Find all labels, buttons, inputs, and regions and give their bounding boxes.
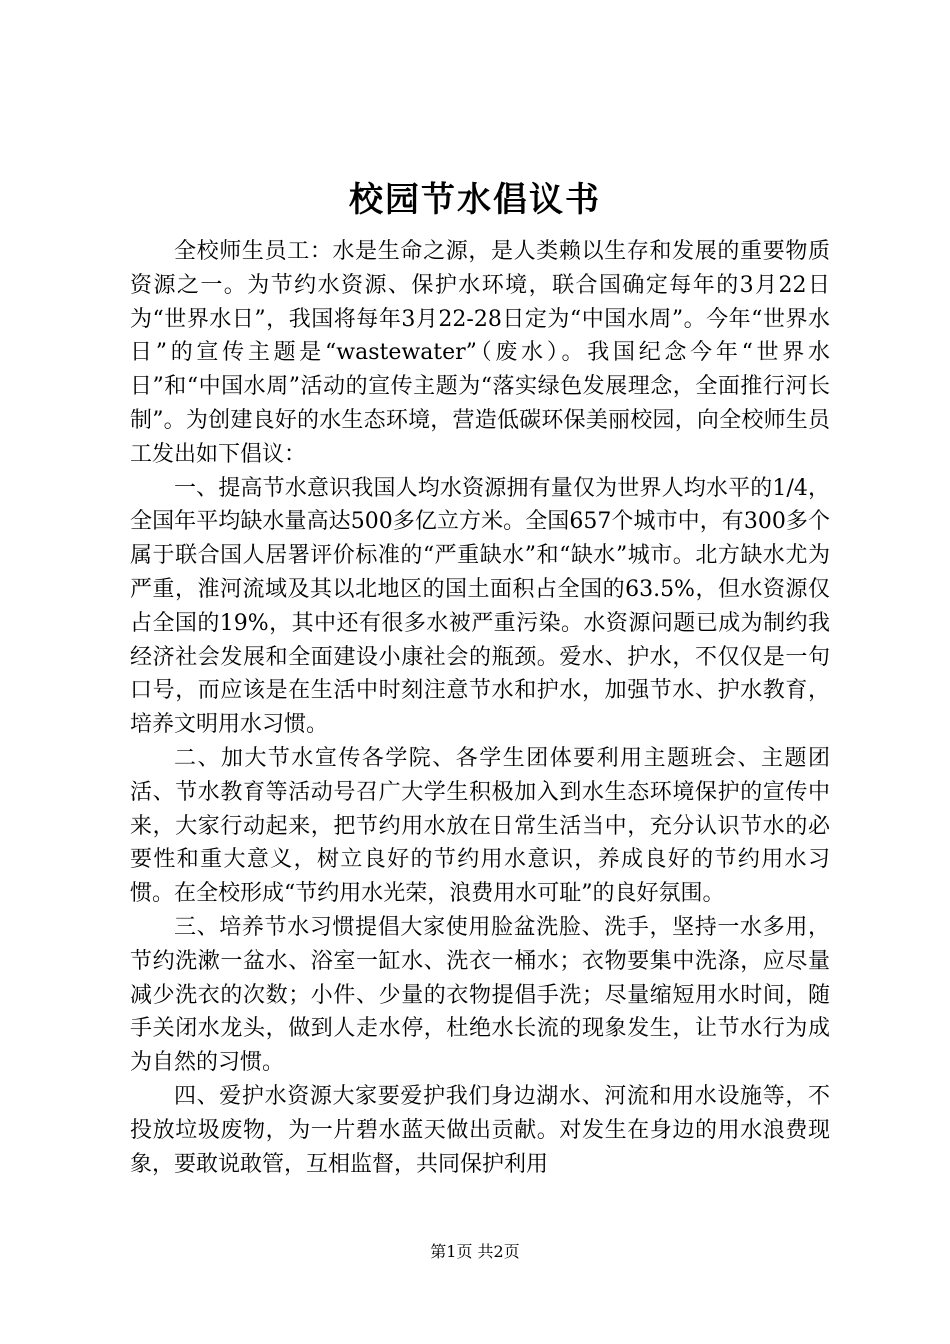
document-title: 校园节水倡议书 xyxy=(349,180,601,220)
page-number-footer: 第1页 共2页 xyxy=(430,1242,520,1261)
document-body xyxy=(130,235,830,1181)
paragraph-section-2: 二、加大节水宣传各学院、各学生团体要利用主题班会、主题团活、节水教育等活动号召广大学生积极加入到水生态环境保护的宣传中来，大家行动起来，把节约用水放在日常生活当中，充分认识节水的必要性和重大意义，树立良好的节约用水意识，养成良好的节约用水习惯。在全校形成“节约用水光荣，浪费用水可耻”的良好氛围。 xyxy=(130,745,830,907)
paragraph-intro: 全校师生员工：水是生命之源，是人类赖以生存和发展的重要物质资源之一。为节约水资源、保护水环境，联合国确定每年的3月22日为“世界水日”，我国将每年3月22-28日定为“中国水周”。今年“世界水日”的宣传主题是“wastewater”（废水）。我国纪念今年“世界水日”和“中国水周”活动的宣传主题为“落实绿色发展理念，全面推行河长制”。为创建良好的水生态环境，营造低碳环保美丽校园，向全校师生员工发出如下倡议： xyxy=(130,239,830,467)
paragraph-section-4: 四、爱护水资源大家要爱护我们身边湖水、河流和用水设施等，不投放垃圾废物，为一片碧水蓝天做出贡献。对发生在身边的用水浪费现象，要敢说敢管，互相监督，共同保护利用 xyxy=(130,1083,830,1177)
paragraph-section-3: 三、培养节水习惯提倡大家使用脸盆洗脸、洗手，坚持一水多用，节约洗漱一盆水、浴室一缸水、洗衣一桶水；衣物要集中洗涤，应尽量减少洗衣的次数；小件、少量的衣物提倡手洗；尽量缩短用水时间，随手关闭水龙头，做到人走水停，杜绝水长流的现象发生，让节水行为成为自然的习惯。 xyxy=(130,914,830,1076)
paragraph-section-1: 一、提高节水意识我国人均水资源拥有量仅为世界人均水平的1/4，全国年平均缺水量高达500多亿立方米。全国657个城市中，有300多个属于联合国人居署评价标准的“严重缺水”和“缺水”城市。北方缺水尤为严重，淮河流域及其以北地区的国土面积占全国的63.5%，但水资源仅占全国的19%，其中还有很多水被严重污染。水资源问题已成为制约我经济社会发展和全面建设小康社会的瓶颈。爱水、护水，不仅仅是一句口号，而应该是在生活中时刻注意节水和护水，加强节水、护水教育，培养文明用水习惯。 xyxy=(130,475,830,738)
